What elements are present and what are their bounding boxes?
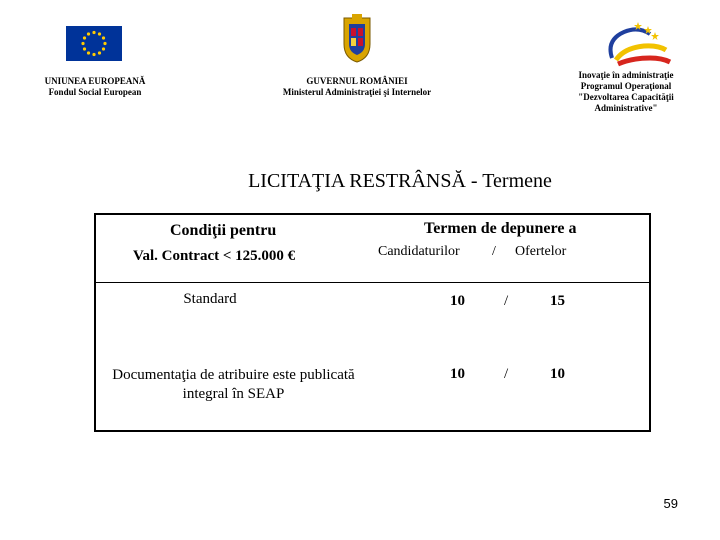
page-number: 59 — [663, 496, 678, 511]
operational-program-logo-icon — [598, 18, 682, 68]
row-candidates-days: 10 — [450, 293, 465, 309]
row-separator: / — [504, 293, 509, 309]
row-label: Standard — [183, 291, 237, 307]
gov-caption-line1: GUVERNUL ROMÂNIEI — [306, 76, 408, 86]
program-caption-line4: Administrative" — [594, 103, 658, 113]
col2-sub-candidates: Candidaturilor — [378, 244, 460, 259]
gov-caption-line2: Ministerul Administraţiei şi Internelor — [282, 87, 432, 97]
row-separator: / — [504, 366, 509, 382]
slide-title: LICITAŢIA RESTRÂNSĂ - Termene — [248, 170, 552, 192]
eu-caption — [20, 76, 170, 98]
col1-header-line1: Condiţii pentru — [170, 222, 277, 239]
col2-header: Termen de depunere a — [424, 220, 577, 237]
col2-sub-offers: Ofertelor — [515, 244, 567, 259]
row-offers-days: 10 — [550, 366, 565, 382]
eu-flag-icon — [66, 26, 122, 61]
col1-header-line2: Val. Contract < 125.000 € — [133, 248, 296, 264]
col2-sub-separator: / — [492, 244, 496, 259]
row-offers-days: 15 — [550, 293, 565, 309]
row-candidates-days: 10 — [450, 366, 465, 382]
program-caption-line3: "Dezvoltarea Capacităţii — [578, 92, 674, 102]
row-label — [95, 366, 372, 404]
romania-coat-of-arms-icon — [340, 14, 374, 64]
program-caption-line2: Programul Operaţional — [580, 81, 672, 91]
gov-caption — [262, 76, 452, 98]
program-caption-line1: Inovaţie în administraţie — [578, 70, 674, 80]
table-divider — [94, 282, 651, 283]
program-caption — [556, 70, 696, 114]
eu-caption-line1: UNIUNEA EUROPEANĂ — [44, 76, 146, 86]
eu-caption-line2: Fondul Social European — [48, 87, 142, 97]
row-label-line2: integral în SEAP — [182, 386, 285, 402]
row-label-line1: Documentaţia de atribuire este publicată — [112, 367, 355, 383]
